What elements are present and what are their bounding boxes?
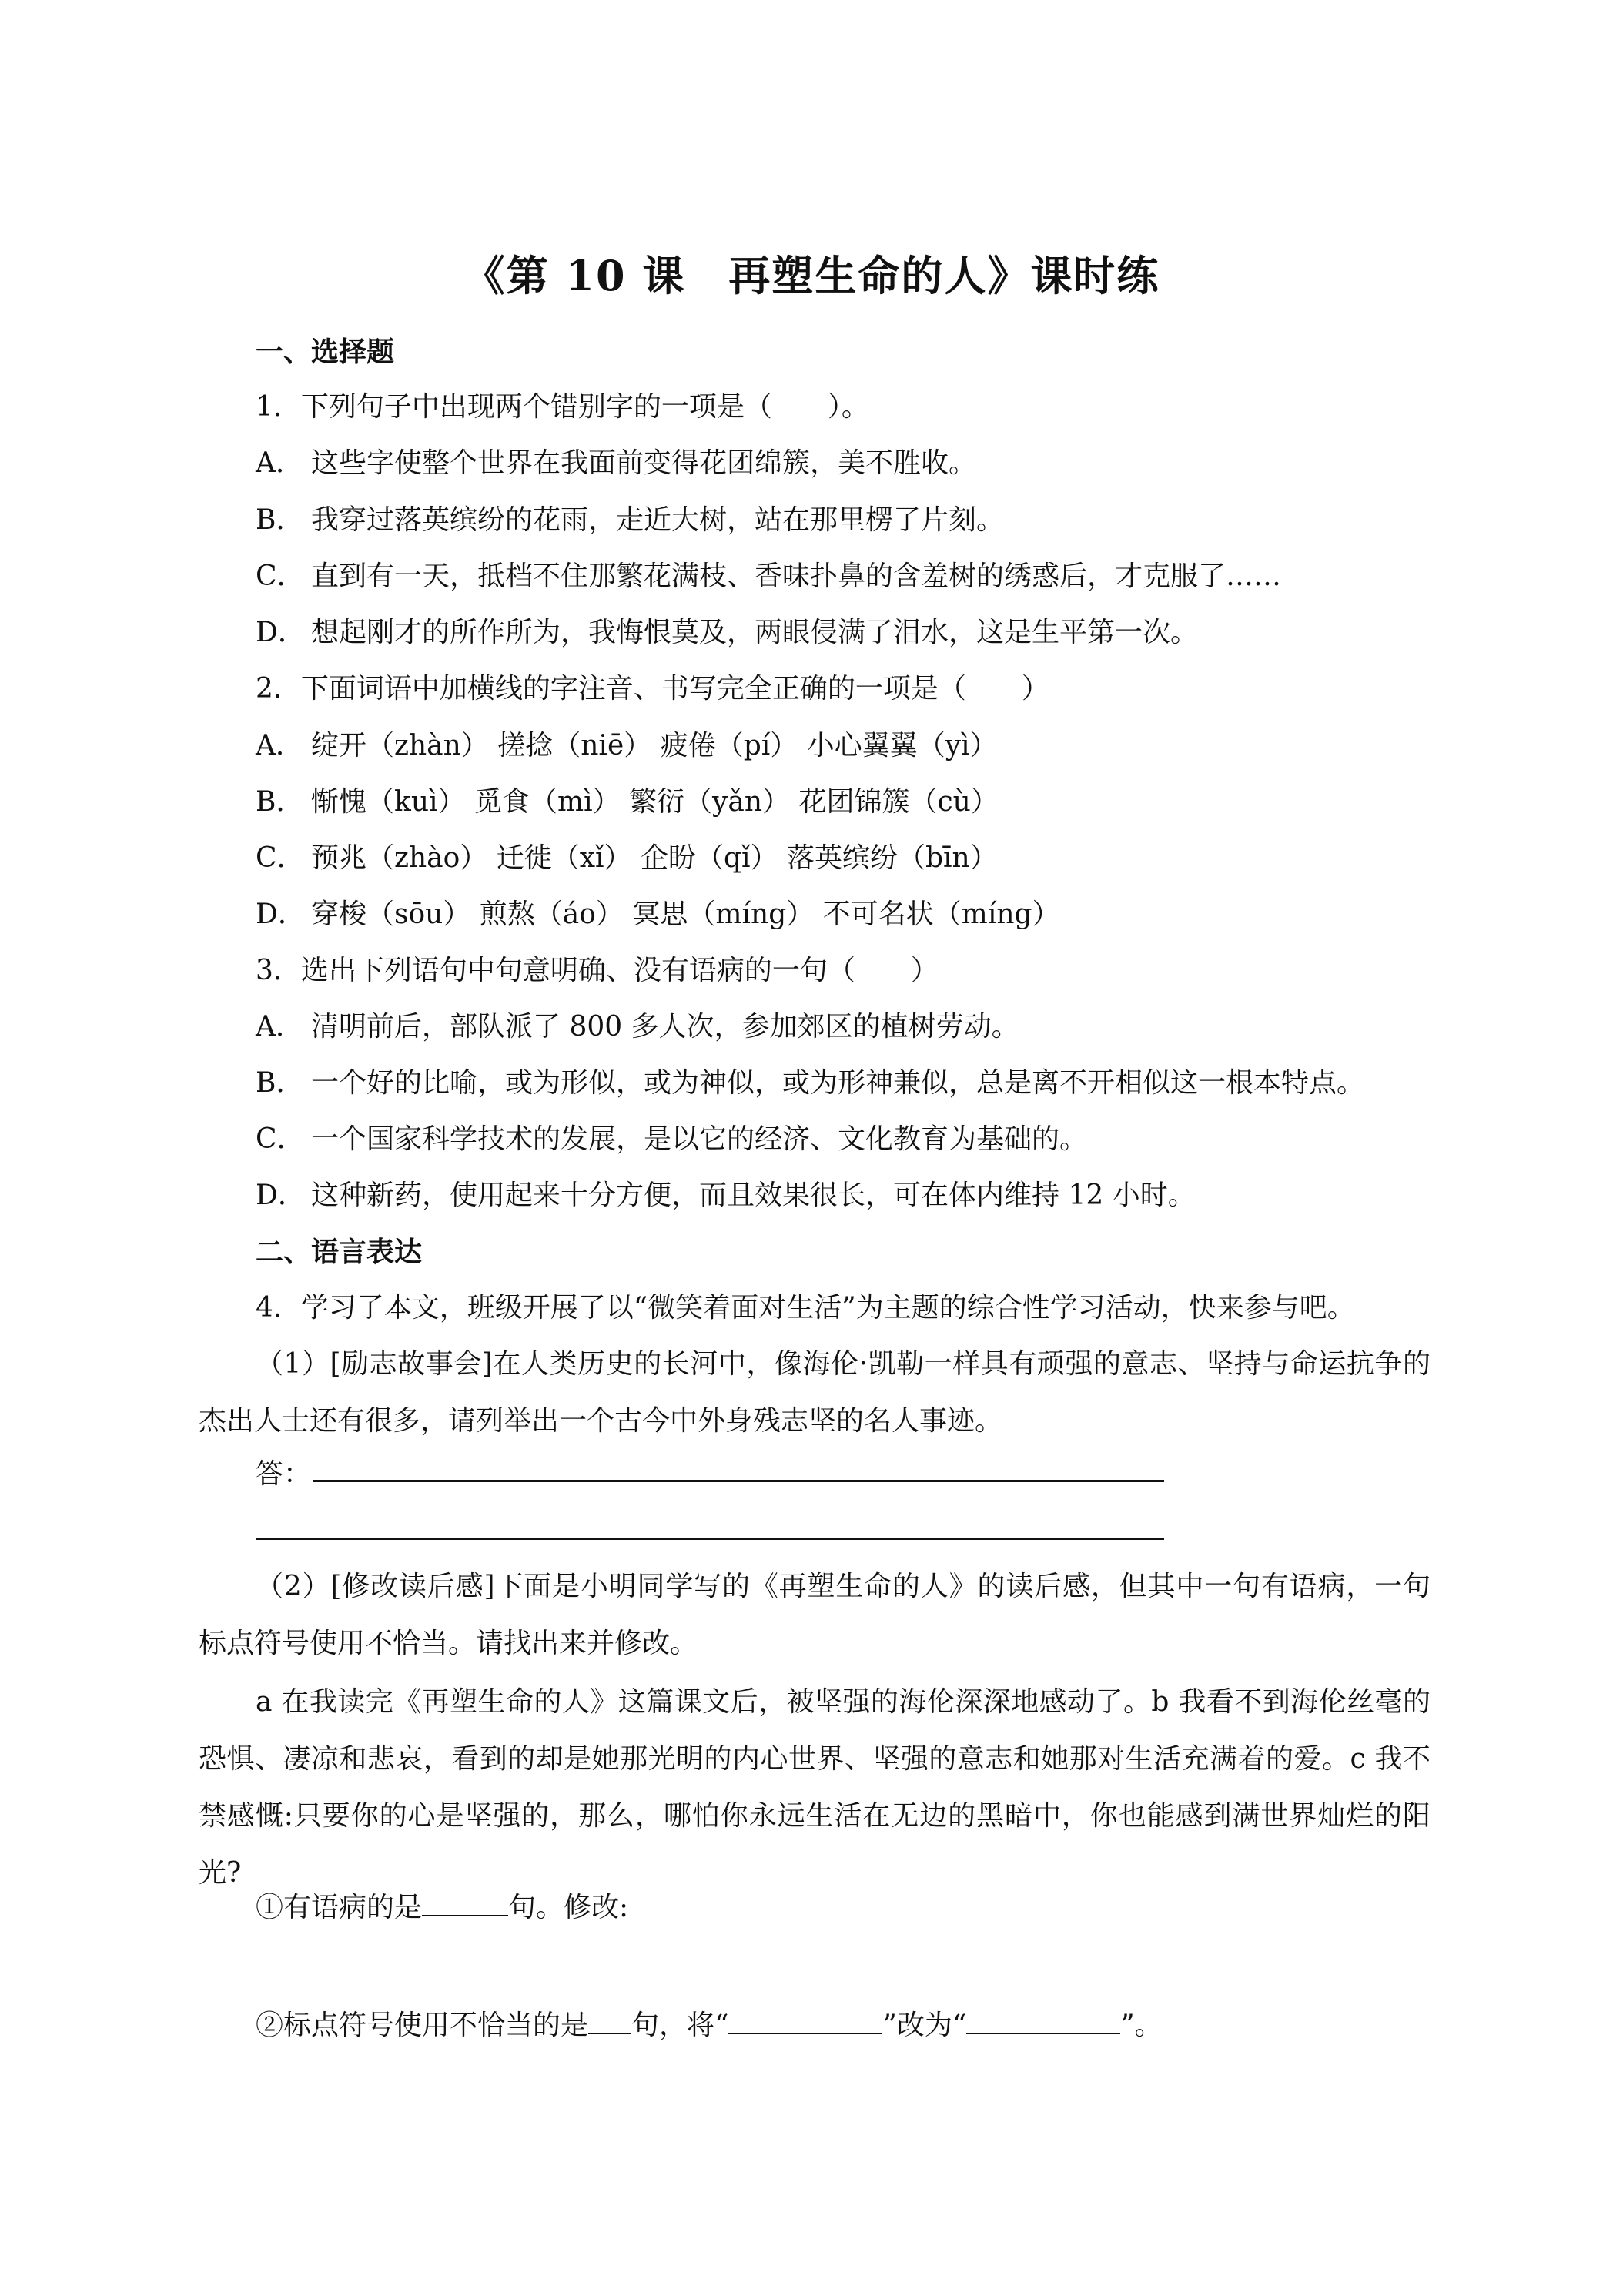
question-4-passage: a 在我读完《再塑生命的人》这篇课文后，被坚强的海伦深深地感动了。b 我看不到海伦丝毫的恐惧、凄凉和悲哀，看到的却是她那光明的内心世界、坚强的意志和她那对生活充满着的爱。c 我不禁感慨:只要你的心是坚强的，那么，哪怕你永远生活在无边的黑暗中，你也能感到满世界灿烂的阳光? <box>199 1686 1431 1889</box>
question-2-stem: 2．下面词语中加横线的字注音、书写完全正确的一项是（ ） <box>256 673 1049 705</box>
option-label: D． <box>256 899 306 930</box>
question-1-option-d <box>256 614 1198 652</box>
option-label: B． <box>256 504 304 536</box>
question-3-option-a <box>256 1008 1019 1046</box>
sub-question-2-end: ”。 <box>1120 2010 1163 2041</box>
option-text: 绽开（zhàn） 搓捻（niē） 疲倦（pí） 小心翼翼（yì） <box>311 730 998 761</box>
question-4-stem: 4．学习了本文，班级开展了以“微笑着面对生活”为主题的综合性学习活动，快来参与吧。 <box>256 1292 1355 1324</box>
question-1-option-c <box>256 557 1281 596</box>
question-3-stem: 3．选出下列语句中句意明确、没有语病的一句（ ） <box>256 955 939 986</box>
option-text: 这些字使整个世界在我面前变得花团绵簇，美不胜收。 <box>311 447 977 479</box>
question-3-option-c <box>256 1120 1087 1159</box>
option-label: B． <box>256 1067 304 1099</box>
sub-question-1-blank[interactable] <box>422 1887 508 1916</box>
option-label: A． <box>256 447 303 479</box>
sub-question-2-blank-original[interactable] <box>728 2005 882 2034</box>
sub-question-1 <box>256 1887 628 1927</box>
section-heading-language: 二、语言表达 <box>256 1236 423 1268</box>
sub-question-2-prefix: ②标点符号使用不恰当的是 <box>256 2010 589 2041</box>
question-3-option-d <box>256 1176 1196 1215</box>
option-text: 预兆（zhào） 迁徙（xǐ） 企盼（qǐ） 落英缤纷（bīn） <box>311 842 998 874</box>
sub-question-2-mid-1: 句，将“ <box>631 2010 729 2041</box>
sub-question-2-blank-sentence[interactable] <box>588 2005 631 2034</box>
option-text: 穿梭（sōu） 煎熬（áo） 冥思（míng） 不可名状（míng） <box>311 899 1060 930</box>
answer-line-1[interactable] <box>313 1480 1164 1482</box>
question-2-option-b <box>256 783 999 822</box>
question-2-option-a <box>256 727 998 765</box>
option-text: 惭愧（kuì） 觅食（mì） 繁衍（yǎn） 花团锦簇（cù） <box>311 786 999 818</box>
option-label: C． <box>256 1123 305 1155</box>
sub-question-2-mid-2: ”改为“ <box>882 2010 967 2041</box>
option-text: 想起刚才的所作所为，我悔恨莫及，两眼侵满了泪水，这是生平第一次。 <box>311 617 1199 648</box>
option-text: 一个好的比喻，或为形似，或为神似，或为形神兼似，总是离不开相似这一根本特点。 <box>311 1067 1365 1099</box>
option-text: 这种新药，使用起来十分方便，而且效果很长，可在体内维持 12 小时。 <box>311 1180 1196 1211</box>
option-label: C． <box>256 561 305 592</box>
option-label: D． <box>256 617 306 648</box>
question-1-option-a <box>256 444 976 483</box>
option-label: A． <box>256 730 303 761</box>
sub-question-1-suffix: 句。修改: <box>508 1892 629 1923</box>
question-4-part-2: （2）[修改读后感]下面是小明同学写的《再塑生命的人》的读后感，但其中一句有语病，一句标点符号使用不恰当。请找出来并修改。 <box>199 1571 1431 1659</box>
question-3-option-b <box>256 1064 1364 1103</box>
option-text: 直到有一天，抵档不住那繁花满枝、香味扑鼻的含羞树的绣惑后，才克服了…… <box>311 561 1282 592</box>
option-text: 我穿过落英缤纷的花雨，走近大树，站在那里楞了片刻。 <box>311 504 1005 536</box>
option-label: C． <box>256 842 305 874</box>
option-text: 一个国家科学技术的发展，是以它的经济、文化教育为基础的。 <box>311 1123 1088 1155</box>
sub-question-2 <box>256 2005 1163 2045</box>
option-label: B． <box>256 786 304 818</box>
option-label: A． <box>256 1011 303 1043</box>
answer-line-2[interactable] <box>256 1538 1164 1540</box>
answer-label: 答： <box>256 1458 312 1490</box>
sub-question-2-blank-corrected[interactable] <box>966 2005 1120 2034</box>
question-4-part-1: （1）[励志故事会]在人类历史的长河中，像海伦·凯勒一样具有顽强的意志、坚持与命运抗争的杰出人士还有很多，请列举出一个古今中外身残志坚的名人事迹。 <box>199 1348 1431 1437</box>
question-1-stem: 1．下列句子中出现两个错别字的一项是（ ）。 <box>256 391 869 423</box>
sub-question-1-prefix: ①有语病的是 <box>256 1892 423 1923</box>
question-2-option-c <box>256 839 998 878</box>
page-title: 《第 10 课 再塑生命的人》课时练 <box>463 251 1160 300</box>
question-2-option-d <box>256 895 1060 934</box>
section-heading-choice: 一、选择题 <box>256 336 395 368</box>
option-text: 清明前后，部队派了 800 多人次，参加郊区的植树劳动。 <box>311 1011 1019 1043</box>
option-label: D． <box>256 1180 306 1211</box>
question-1-option-b <box>256 501 1004 540</box>
